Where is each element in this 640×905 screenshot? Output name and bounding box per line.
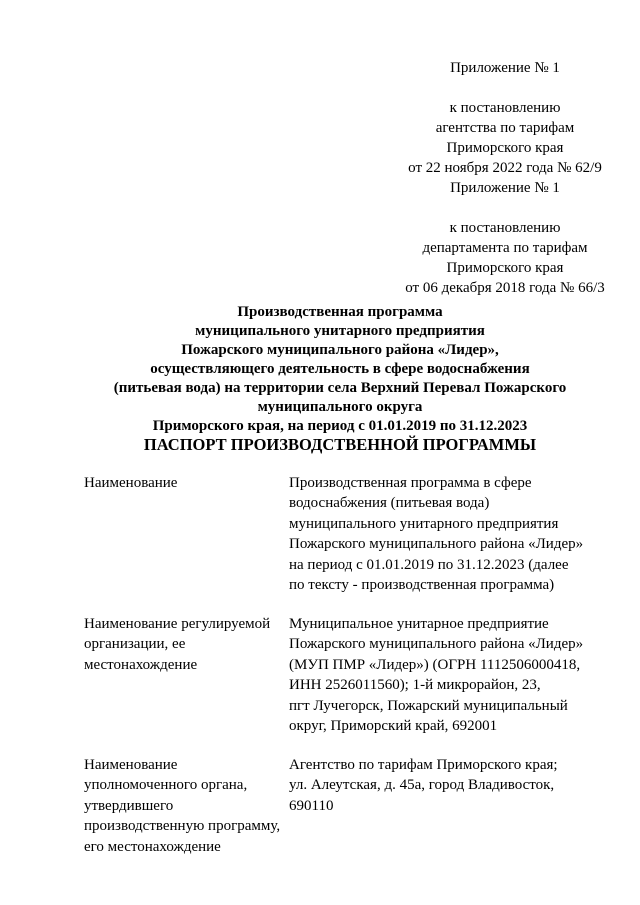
row-value-line: Пожарского муниципального района «Лидер» bbox=[289, 536, 584, 553]
row-value-line: водоснабжения (питьевая вода) bbox=[289, 495, 490, 512]
row-label-name bbox=[84, 473, 284, 493]
row-label-line: организации, ее bbox=[84, 636, 186, 653]
row-label-line: Наименование регулируемой bbox=[84, 616, 271, 632]
row-value-line: Агентство по тарифам Приморского края; bbox=[289, 757, 558, 773]
row-value-line: по тексту - производственная программа) bbox=[289, 577, 555, 594]
annex-current-title: Приложение № 1 bbox=[450, 60, 560, 76]
row-label-line: утвердившего bbox=[84, 797, 174, 814]
row-value-line: Производственная программа в сфере bbox=[289, 475, 532, 491]
annex-current-line: от 22 ноября 2022 года № 62/9 bbox=[408, 160, 602, 176]
annex-previous-line: Приморского края bbox=[446, 260, 564, 276]
row-value-line: ИНН 2526011560); 1-й микрорайон, 23, bbox=[289, 677, 541, 694]
annex-current-line: агентства по тарифам bbox=[435, 120, 575, 136]
program-title-line: муниципального округа bbox=[257, 399, 423, 415]
row-value-line: пгт Лучегорск, Пожарский муниципальный bbox=[289, 697, 568, 714]
row-value-line: муниципального унитарного предприятия bbox=[289, 515, 559, 532]
annex-current-line: Приморского края bbox=[446, 140, 564, 156]
row-value-organization bbox=[289, 614, 609, 736]
row-value-line: 690110 bbox=[289, 797, 334, 814]
row-label-line: уполномоченного органа, bbox=[84, 777, 248, 794]
annex-previous-title: Приложение № 1 bbox=[450, 180, 560, 196]
row-value-line: (МУП ПМР «Лидер») (ОГРН 1112506000418, bbox=[289, 656, 581, 673]
passport-heading: ПАСПОРТ ПРОИЗВОДСТВЕННОЙ ПРОГРАММЫ bbox=[143, 435, 537, 454]
program-title-line: (питьевая вода) на территории села Верхний Перевал Пожарского bbox=[113, 380, 567, 396]
program-title-line: Пожарского муниципального района «Лидер», bbox=[181, 342, 499, 358]
row-value-line: Муниципальное унитарное предприятие bbox=[289, 616, 549, 632]
row-value-line: на период с 01.01.2019 по 31.12.2023 (далее bbox=[289, 556, 569, 573]
row-value-name bbox=[289, 473, 609, 595]
row-value-line: Пожарского муниципального района «Лидер» bbox=[289, 636, 584, 653]
row-label-line: Наименование bbox=[84, 475, 178, 491]
program-title-line: муниципального унитарного предприятия bbox=[195, 323, 485, 339]
program-title bbox=[40, 303, 640, 436]
row-label-line: местонахождение bbox=[84, 656, 198, 673]
annex-previous-line: от 06 декабря 2018 года № 66/3 bbox=[405, 280, 605, 296]
row-label-line: производственную программу, bbox=[84, 818, 281, 835]
row-label-line: его местонахождение bbox=[84, 838, 221, 855]
row-label-authority bbox=[84, 755, 284, 857]
annex-previous-line: департамента по тарифам bbox=[422, 240, 588, 256]
row-value-line: округ, Приморский край, 692001 bbox=[289, 718, 498, 735]
program-title-line: Производственная программа bbox=[237, 304, 443, 320]
annex-previous bbox=[380, 178, 630, 298]
annex-current bbox=[380, 58, 630, 178]
row-label-line: Наименование bbox=[84, 757, 178, 773]
annex-current-line: к постановлению bbox=[449, 100, 561, 116]
annex-previous-line: к постановлению bbox=[449, 220, 561, 236]
row-value-authority bbox=[289, 755, 609, 816]
program-title-line: осуществляющего деятельность в сфере водоснабжения bbox=[150, 361, 530, 377]
program-title-line: Приморского края, на период с 01.01.2019 по 31.12.2023 bbox=[152, 418, 528, 434]
row-label-organization bbox=[84, 614, 284, 675]
row-value-line: ул. Алеутская, д. 45а, город Владивосток, bbox=[289, 777, 555, 794]
